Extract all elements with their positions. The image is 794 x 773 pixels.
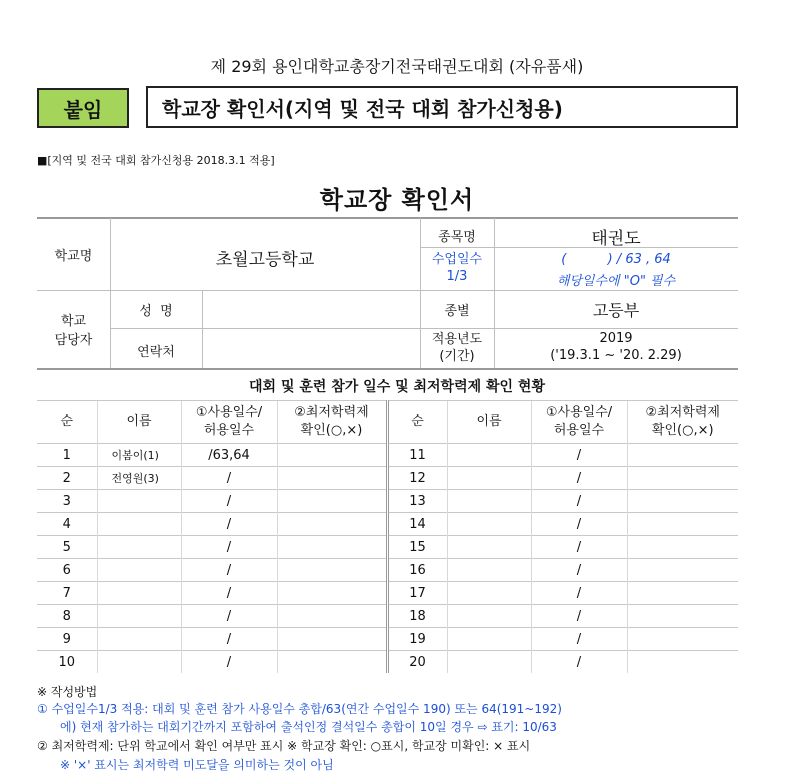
row-min — [277, 536, 387, 559]
row-days: / — [181, 559, 277, 582]
row-days: / — [181, 536, 277, 559]
row-name — [97, 513, 181, 536]
row-num: 3 — [37, 490, 97, 513]
name-label: 성 명 — [139, 304, 173, 319]
row-days: / — [181, 628, 277, 651]
row-min — [627, 628, 738, 651]
division-label: 종별 — [444, 304, 470, 319]
header-days: ①사용일수/ 허용일수 — [531, 401, 627, 444]
row-num: 11 — [387, 444, 447, 467]
row-days: / — [181, 582, 277, 605]
row-min — [627, 490, 738, 513]
row-name — [97, 559, 181, 582]
days-hint: 해당일수에 "O" 필수 — [556, 274, 676, 289]
row-name — [447, 628, 531, 651]
row-days: / — [531, 628, 627, 651]
row-min — [627, 513, 738, 536]
row-min — [627, 559, 738, 582]
contact-label: 연락처 — [137, 345, 175, 360]
participation-table — [37, 400, 738, 673]
row-name — [97, 628, 181, 651]
row-num: 2 — [37, 467, 97, 490]
document-title: 학교장 확인서 — [319, 186, 475, 214]
header-num: 순 — [37, 401, 97, 444]
days-value: ( ) / 63 , 64 — [561, 252, 671, 267]
row-days: / — [531, 582, 627, 605]
row-days: / — [181, 513, 277, 536]
row-min — [277, 513, 387, 536]
row-name: 전영원(3) — [97, 467, 181, 490]
table-row — [37, 490, 738, 513]
row-days: / — [531, 490, 627, 513]
method-title: ※ 작성방법 — [37, 685, 98, 699]
header-name: 이름 — [447, 401, 531, 444]
row-num: 18 — [387, 605, 447, 628]
row-num: 1 — [37, 444, 97, 467]
row-days: / — [531, 651, 627, 674]
row-num: 12 — [387, 467, 447, 490]
row-num: 4 — [37, 513, 97, 536]
table-row — [37, 559, 738, 582]
row-days: / — [531, 467, 627, 490]
row-min — [277, 582, 387, 605]
competition-title: 제 29회 용인대학교총장기전국태권도대회 (자유품새) — [210, 57, 584, 76]
row-days: / — [181, 651, 277, 674]
row-name — [97, 490, 181, 513]
row-num: 16 — [387, 559, 447, 582]
row-num: 7 — [37, 582, 97, 605]
row-name — [447, 444, 531, 467]
table-row — [37, 628, 738, 651]
row-days: / — [181, 467, 277, 490]
row-num: 9 — [37, 628, 97, 651]
row-min — [277, 605, 387, 628]
table-row — [37, 651, 738, 674]
row-name — [447, 536, 531, 559]
section-title: 대회 및 훈련 참가 일수 및 최저학력제 확인 현황 — [249, 379, 545, 395]
row-num: 13 — [387, 490, 447, 513]
header-name: 이름 — [97, 401, 181, 444]
header-num: 순 — [387, 401, 447, 444]
row-name — [97, 536, 181, 559]
row-days: / — [531, 559, 627, 582]
header-min: ②최저학력제 확인(○,×) — [627, 401, 738, 444]
table-row — [37, 605, 738, 628]
row-min — [627, 605, 738, 628]
row-name — [97, 605, 181, 628]
row-min — [627, 536, 738, 559]
row-min — [277, 628, 387, 651]
days-label: 수업일수 1/3 — [431, 252, 483, 284]
footer-line-1: ① 수업일수1/3 적용: 대회 및 훈련 참가 사용일수 총합/63(연간 수업일수 190) 또는 64(191~192) — [37, 702, 562, 716]
row-name — [97, 651, 181, 674]
row-name — [447, 605, 531, 628]
row-days: / — [531, 605, 627, 628]
row-num: 19 — [387, 628, 447, 651]
header-min: ②최저학력제 확인(○,×) — [277, 401, 387, 444]
table-row — [37, 582, 738, 605]
row-name: 이봄이(1) — [97, 444, 181, 467]
event-label: 종목명 — [438, 230, 476, 245]
row-num: 6 — [37, 559, 97, 582]
form-note: ■[지역 및 전국 대회 참가신청용 2018.3.1 적용] — [37, 154, 275, 167]
row-num: 17 — [387, 582, 447, 605]
attachment-badge: 붙임 — [37, 88, 129, 128]
division-value: 고등부 — [592, 301, 640, 320]
footer-line-3: ② 최저학력제: 단위 학교에서 확인 여부만 표시 ※ 학교장 확인: ○표시, 학교장 미확인: × 표시 — [37, 739, 531, 753]
footer-line-4: ※ '×' 표시는 최저학력 미도달을 의미하는 것이 아님 — [60, 758, 334, 772]
table-row — [37, 536, 738, 559]
row-min — [627, 444, 738, 467]
row-num: 8 — [37, 605, 97, 628]
row-days: / — [531, 444, 627, 467]
row-name — [447, 559, 531, 582]
table-header-row — [37, 401, 738, 444]
form-title: 학교장 확인서(지역 및 전국 대회 참가신청용) — [146, 86, 738, 128]
row-name — [447, 467, 531, 490]
row-min — [277, 651, 387, 674]
year-label: 적용년도 (기간) — [431, 332, 483, 364]
row-name — [447, 651, 531, 674]
row-num: 5 — [37, 536, 97, 559]
table-row — [37, 467, 738, 490]
school-value: 초월고등학교 — [215, 250, 315, 270]
table-row — [37, 513, 738, 536]
row-days: / — [181, 605, 277, 628]
event-value: 태권도 — [591, 229, 641, 249]
row-min — [627, 651, 738, 674]
row-name — [447, 582, 531, 605]
year-value: 2019 — [599, 331, 633, 346]
row-min — [627, 582, 738, 605]
row-name — [97, 582, 181, 605]
header-days: ①사용일수/ 허용일수 — [181, 401, 277, 444]
row-num: 15 — [387, 536, 447, 559]
row-name — [447, 513, 531, 536]
row-num: 14 — [387, 513, 447, 536]
row-min — [277, 467, 387, 490]
row-days: / — [181, 490, 277, 513]
person-label: 학교 담당자 — [54, 314, 93, 348]
row-num: 10 — [37, 651, 97, 674]
year-range: ('19.3.1 ~ '20. 2.29) — [550, 348, 682, 363]
row-min — [277, 444, 387, 467]
row-days: /63,64 — [181, 444, 277, 467]
row-min — [627, 467, 738, 490]
row-num: 20 — [387, 651, 447, 674]
school-label: 학교명 — [54, 249, 93, 264]
row-days: / — [531, 536, 627, 559]
row-min — [277, 559, 387, 582]
table-row — [37, 444, 738, 467]
row-days: / — [531, 513, 627, 536]
row-name — [447, 490, 531, 513]
footer-line-2: 에) 현재 참가하는 대회기간까지 포함하여 출석인정 결석일수 총합이 10일 경우 ⇨ 표기: 10/63 — [60, 720, 557, 734]
row-min — [277, 490, 387, 513]
